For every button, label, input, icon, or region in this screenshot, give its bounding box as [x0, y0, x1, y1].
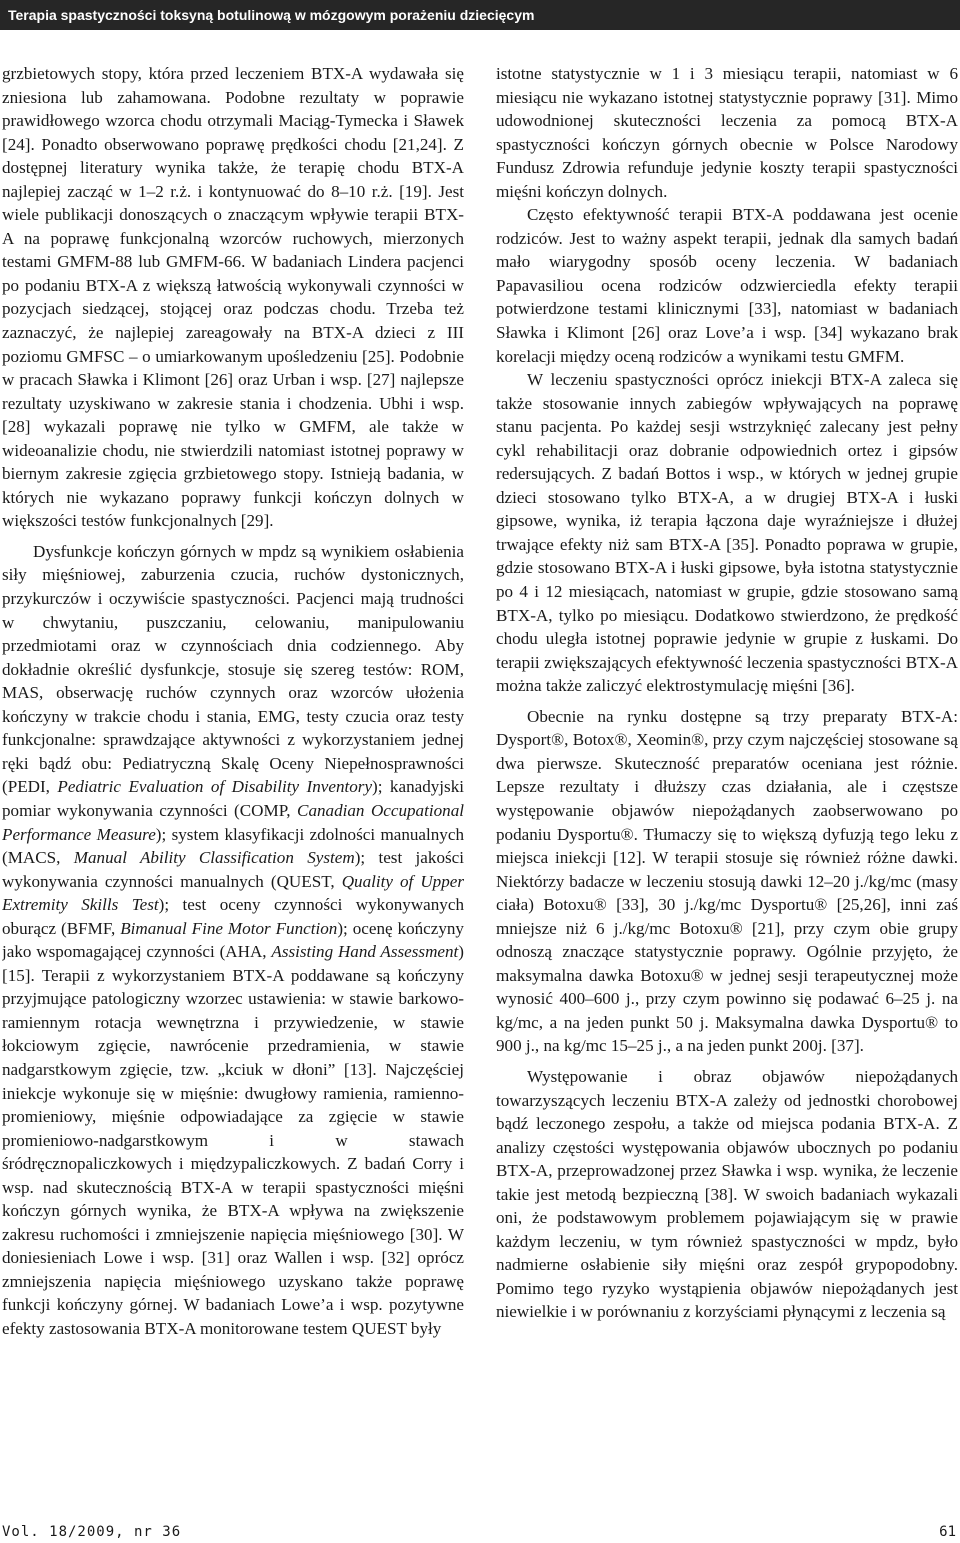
- page-number: 61: [939, 1524, 956, 1540]
- text-segment: ); ocenę kończyny jako wspomagającej czynności (AHA,: [2, 918, 464, 962]
- italic-term: Canadian Occupational Performance Measure: [2, 800, 464, 844]
- volume-info: Vol. 18/2009, nr 36: [2, 1524, 182, 1540]
- paragraph-parent-assessment: Często efektywność terapii BTX-A poddawana jest ocenie rodziców. Jest to ważny aspekt terapii, jednak dla samych badań mało wiarygodny sposób oceny leczenia. W badaniach Papavasiliou ocena rodziców odzwierciedla efekty terapii potwierdzone testami klinicznymi [33], natomiast w badaniach Sławka i Klimont [26] oraz Love’a i wsp. [34] wykazano brak korelacji między oceną rodziców a wynikami testu GMFM.: [496, 205, 958, 366]
- paragraph-upper-limb-results: istotne statystycznie w 1 i 3 miesiącu terapii, natomiast w 6 miesiącu nie wykazano istotnej statystycznie poprawy [31]. Mimo udowodnionej skuteczności leczenia za pomocą BTX-A spastyczności kończyn górnych obecnie w Polsce Narodowy Fundusz Zdrowia refunduje jedynie koszty terapii spastyczności mięśni kończyn dolnych.: [496, 64, 958, 201]
- text-segment: ); kanadyjski pomiar wykonywania czynności (COMP,: [2, 777, 464, 820]
- text-segment: ); test jakości wykonywania czynności manualnych (QUEST,: [2, 848, 464, 891]
- paragraph-preparations-dosage: Obecnie na rynku dostępne są trzy preparaty BTX-A: Dysport®, Botox®, Xeomin®, przy czym najczęściej stosowane są dwa pierwsze. Skuteczność preparatów oceniana jest różnie. Lepsze rezultaty i dłuższy czas działania, ale i częstsze występowanie objawów niepożądanych zaobserwowano po podaniu Dysportu®. Tłumaczy się to większą dyfuzją tego leku z miejsca iniekcji [12]. W terapii stosuje się również różne dawki. Niektórzy badacze w leczeniu stosują dawki 12–20 j./kg/mc (masy ciała) Botoxu® [33], 30 j./kg/mc Dysportu® [25,26], inni zaś mniejsze niż 6 j./kg/mc Botoxu® [21], przy czym obie grupy odnoszą znaczące statystycznie poprawy. Ogólnie przyjęto, że maksymalna dawka Botoxu® w jednej sesji terapeutycznej może wynosić 400–600 j., przy czym powinno się podawać 6–25 j. na kg/mc, a na jeden punkt 50 j. Maksymalna dawka Dysportu® to 900 j., na kg/mc 15–25 j., a na jeden punkt 200j. [37].: [496, 706, 958, 1056]
- paragraph-upper-limb: [2, 540, 464, 1341]
- paragraph-side-effects: Występowanie i obraz objawów niepożądanych towarzyszących leczeniu BTX-A zależy od jednostki chorobowej bądź leczonego zespołu, a także od miejsca podania BTX-A. Z analizy częstości występowania objawów ubocznych po podaniu BTX-A, przeprowadzonej przez Sławka i wsp. wynika, że leczenie takie jest metodą bezpieczną [38]. W swoich badaniach wykazali oni, że podstawowym problemem pojawiającym się w prawie każdym leczeniu, w tym również spastyczności w mpdz, było nadmierne osłabienie siły mięśni oraz zespół grypopodobny. Pomimo tego ryzyko wystąpienia objawów niepożądanych jest niewielkie i w porównaniu z korzyściami płynącymi z leczenia są: [496, 1066, 958, 1322]
- italic-term: Manual Ability Classification System: [73, 848, 355, 868]
- text-segment: ); system klasyfikacji zdolności manualnych (MACS,: [2, 824, 464, 868]
- italic-term: Pediatric Evaluation of Disability Inventory: [57, 777, 373, 797]
- right-column: [496, 62, 958, 1512]
- text-segment: ) [15]. Terapii z wykorzystaniem BTX-A poddawane są kończyny przyjmujące patologiczny wzorzec ustawienia: w stawie barkowo-ramiennym rotacja wewnętrzna i przywiedzenie, w stawie łokciowym zgięcie, nawrócenie przedramienia, w stawie nadgarstkowym zgięcie, tzw. „kciuk w dłoni” [13]. Najczęściej iniekcje wykonuje się w mięśnie: dwugłowy ramienia, ramienno-promieniowy, mięśnie odpowiadające za zgięcie w stawie promieniowo-nadgarstkowym i w stawach śródręcznopaliczkowych i międzypaliczkowych. Z badań Corry i wsp. nad skutecznością BTX-A w terapii spastyczności mięśni kończyn górnych wynika, że BTX-A wpływa na zwiększenie zakresu ruchomości i zmniejszenie napięcia mięśniowego [30]. W doniesieniach Lowe i wsp. [31] oraz Wallen i wsp. [32] oprócz zmniejszenia napięcia mięśniowego uzyskano także poprawę funkcji kończyny górnej. W badaniach Lowe’a i wsp. pozytywne efekty zastosowania BTX-A monitorowane testem QUEST były: [2, 942, 464, 1338]
- page-footer: [0, 1522, 960, 1542]
- text-segment: Dysfunkcje kończyn górnych w mpdz są wynikiem osłabienia siły mięśniowej, zaburzenia czucia, ruchów dystonicznych, przykurczów i oczywiście spastyczności. Pacjenci mają trudności w chwytaniu, puszczaniu, celowaniu, manipulowaniu przedmiotami oraz w czynnościach dnia codziennego. Aby dokładnie określić dysfunkcje, stosuje się szereg testów: ROM, MAS, obserwację ruchów czynnych oraz wzorców ułożenia kończyny w trakcie chodu i stania, EMG, testy czucia oraz testy funkcjonalne: sprawdzające aktywności z wykorzystaniem jednej ręki bądź obu: Pediatryczną Skalę Oceny Niepełnosprawności (PEDI,: [2, 541, 464, 797]
- running-header: [0, 0, 960, 30]
- left-column: [2, 62, 464, 1512]
- italic-term: Assisting Hand Assessment: [271, 942, 459, 962]
- text-segment: ); test oceny czynności wykonywanych oburącz (BFMF,: [2, 895, 464, 938]
- paragraph-combined-therapy: W leczeniu spastyczności oprócz iniekcji BTX-A zaleca się także stosowanie innych zabiegów wpływających na poprawę stanu pacjenta. Po każdej sesji wstrzyknięć zalecany jest pełny cykl rehabilitacji oraz dobranie odpowiednich ortez i gipsów redersujących. Z badań Bottos i wsp., w których w jednej grupie dzieci stosowano tylko BTX-A, a w drugiej BTX-A i łuski gipsowe, wynika, iż terapia łączona daje wyraźniejsze i dłużej trwające efekty niż sam BTX-A [35]. Ponadto poprawa w grupie, gdzie stosowano BTX-A i łuski gipsowe, była istotna statystycznie po 4 i 12 miesiącach, natomiast w grupie, gdzie stosowano samą BTX-A, tylko po miesiącu. Dodatkowo stwierdzono, że prędkość chodu uległa istotnej poprawie jedynie w grupie z łuskami. Do terapii zwiększających efektywność leczenia spastyczności BTX-A można także zaliczyć elektrostymulację mięśni [36].: [496, 370, 958, 696]
- paragraph-gait-therapy: grzbietowych stopy, która przed leczeniem BTX-A wydawała się zniesiona lub zahamowana. Podobne rezultaty w poprawie prawidłowego wzorca chodu otrzymali Maciąg-Tymecka i Sławek [24]. Ponadto obserwowano poprawę prędkości chodu [21,24]. Z dostępnej literatury wynika także, że terapię chodu BTX-A najlepiej zacząć w 1–2 r.ż. i kontynuować do 8–10 r.ż. [19]. Jest wiele publikacji donoszących o znaczącym wpływie terapii BTX-A na poprawę funkcjonalną wzorców ruchowych, mierzonych testami GMFM-88 lub GMFM-66. W badaniach Lindera pacjenci po podaniu BTX-A z większą łatwością wykonywali czynności w pozycjach siedzącej, stojącej oraz podczas chodu. Trzeba też zaznaczyć, że najlepiej zareagowały na BTX-A dzieci z III poziomu GMFSC – o umiarkowanym upośledzeniu [25]. Podobnie w pracach Sławka i Klimont [26] oraz Urban i wsp. [27] najlepsze rezultaty uzyskiwano w zakresie stania i chodzenia. Ubhi i wsp. [28] wykazali poprawę nie tylko w GMFM, ale także w wideoanalizie chodu, nie stwierdzili natomiast istotnej poprawy w biernym zakresie zgięcia grzbietowego stopy. Istnieją badania, w których nie wykazano poprawy funkcji kończyn dolnych w większości testów funkcjonalnych [29].: [2, 64, 464, 531]
- italic-term: Quality of Upper Extremity Skills Test: [2, 871, 464, 915]
- running-title: Terapia spastyczności toksyną botulinową w mózgowym porażeniu dziecięcym: [8, 7, 535, 23]
- italic-term: Bimanual Fine Motor Function: [120, 918, 338, 938]
